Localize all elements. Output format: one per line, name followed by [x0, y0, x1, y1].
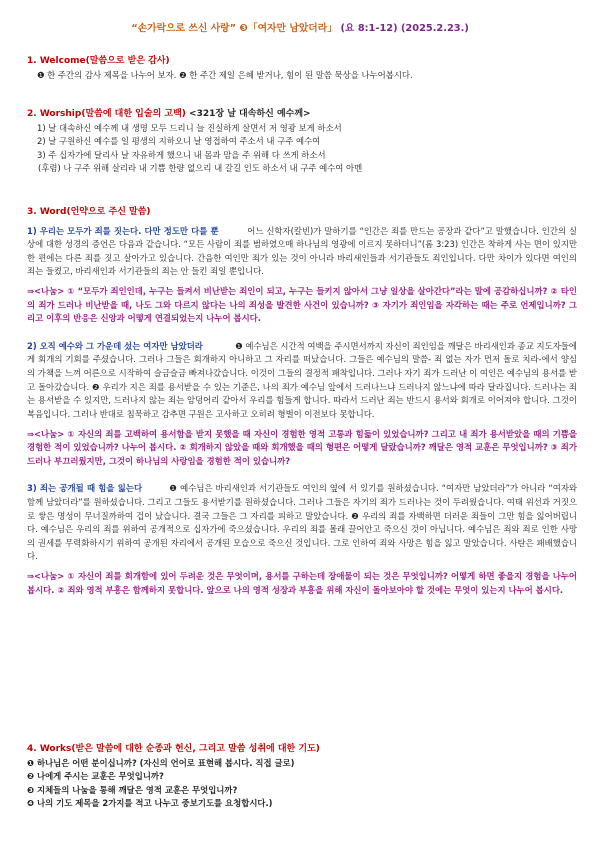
hymn-verse-2: 2) 날 구원하신 예수를 일 평생의 지하오니 날 영접하여 주소서 내 구주 예수여 [37, 136, 321, 147]
word-point-2-title: 2) 오직 예수와 그 가운데 섰는 여자만 남았더라 [27, 340, 203, 351]
word-point-2-body: ❶ 예수님은 시간적 여백을 주시면서까지 자신이 죄인임을 깨달은 바리새인과 종교 지도자들에게 회개의 기회를 주셨습니다. 그러나 그들은 회개하지 아니하고 그 자리를 떠났습니다. 그들은 예수님의 말씀- 죄 없는 자가 먼저 돌로 치라-에서 양심의 가책을 느껴 어른으로 시작하여 슬금슬금 빠져나갔습니다. 이것이 그들의 결정적 패착입니다. 그러나 자기 죄가 드러난 이 여인은 예수님의 용서를 받고 돌아갔습니다. ❷ 우리가 지은 죄를 용서받을 수 있는 기준은, 나의 죄가 예수님 앞에서 드러나느냐 드러나지 않느냐에 따라 달라집니다. 드러나는 죄는 용서받을 수 있지만, 드러나지 않는 죄는 암덩어리 같아서 우리를 힘들게 합니다. 따라서 드러난 죄는 반드시 용서와 회개로 이어져야 합니다. 그것이 복음입니다. 그러나 반대로 침묵하고 감추면 구원은 고사하고 오히려 형벌이 이전보다 못합니다. [27, 340, 577, 419]
section-worship-heading [27, 107, 577, 122]
word-point-1-body: 어느 신학자(칼빈)가 말하기를 “인간은 죄를 만드는 공장과 같다”고 말했습니다. 인간의 실상에 대한 성경의 증언은 다음과 같습니다. “모든 사람이 죄를 범하였으매 하나님의 영광에 이르지 못하더니”(롬 3:23) 인간은 착하게 사는 면이 있지만 한 편에는 다른 죄를 짓고 살아가고 있습니다. 간음한 여인만 죄가 있는 것이 아니라 바리새인들과 서기관들도 죄인입니다. 다만 차이가 있다면 여인의 죄는 들켰고, 바리새인과 서기관들의 죄는 안 들킨 죄일 뿐입니다. [27, 225, 577, 277]
title-reference: (요 8:1-12) (2025.2.23.) [340, 23, 469, 34]
hymn-verse-1: 1) 날 대속하신 예수께 내 생명 모두 드리니 늘 진실하게 살면서 저 영광 보게 하소서 [37, 122, 342, 133]
word-point-1-title: 1) 우리는 모두가 죄를 짓는다. 다만 정도만 다를 뿐 [27, 225, 219, 236]
worship-heading-text: 2. Worship(말씀에 대한 입술의 고백) [27, 109, 186, 119]
works-item-3: ❸ 지체들의 나눔을 통해 깨달은 영적 교훈은 무엇입니까? [27, 784, 238, 795]
word-point-2 [27, 340, 577, 422]
sharing-questions-2: ⇒<나눔> ① 자신의 죄를 고백하여 용서함을 받지 못했을 때 자신이 경험한 영적 고통과 힘듦이 있었습니까? 그리고 내 죄가 용서받았을 때의 기쁨을 경험한 적이 있었습니까? 나누어 봅시다. ② 회개하지 않았을 때와 회개했을 때의 형편은 어떻게 달랐습니까? 깨달은 영적 교훈은 무엇입니까? ③ 죄가 드러나 부끄러웠지만, 그것이 하나님의 사랑임을 경험한 적이 있습니까? [27, 428, 577, 466]
word-point-1 [27, 225, 577, 279]
hymn-title: <321장 날 대속하신 예수께> [189, 109, 311, 119]
word-point-3 [27, 482, 577, 564]
section-word-heading: 3. Word(언약으로 주신 말씀) [27, 207, 151, 217]
title-main: “손가락으로 쓰신 사랑” ❸「여자만 남았더라」 [131, 23, 338, 34]
section-welcome-heading: 1. Welcome(말씀으로 받은 감사) [27, 56, 170, 66]
section-welcome [27, 54, 577, 82]
word-point-3-title: 3) 죄는 공개될 때 힘을 잃는다 [27, 483, 143, 494]
sharing-questions-3: ⇒<나눔> ① 자신이 죄를 회개함에 있어 두려운 것은 무엇이며, 용서를 구하는데 장애물이 되는 것은 무엇입니까? 어떻게 하면 좋을지 경험을 나누어 봅시다. ② 죄와 영적 부흥은 함께하지 못합니다. 앞으로 나의 영적 성장과 부흥을 위해 자신이 돌아보아야 할 것에는 무엇이 있는지 나누어 봅시다. [27, 570, 577, 595]
works-item-4: ❹ 나의 기도 제목을 2가지를 적고 나누고 중보기도를 요청합시다.) [27, 798, 273, 809]
section-worship [27, 107, 577, 176]
works-item-1: ❶ 하나님은 어떤 분이십니까? (자신의 언어로 표현해 봅시다. 직접 글로) [27, 757, 295, 768]
sharing-questions-1: ⇒<나눔> ① “모두가 죄인인데, 누구는 들켜서 비난받는 죄인이 되고, 누구는 들키지 않아서 그냥 일상을 살아간다”라는 말에 공감하십니까? ② 타인의 죄가 드러나 비난받을 때, 나도 그와 다르지 않다는 나의 죄성을 발견한 사건이 있습니까? ③ 자기가 죄인임을 자각하는 때는 주로 언제입니까? 그리고 이후의 반응은 신앙과 어떻게 연결되었는지 나누어 봅시다. [27, 286, 577, 324]
word-point-3-body: ❶ 예수님은 바리새인과 서기관들도 여인의 옆에 서 있기를 원하셨습니다. “여자만 남았더라”가 아니라 “여자와 함께 남았더라”를 원하셨습니다. 그리고 그들도 용서받기를 원하셨습니다. 그러나 그들은 자기의 죄가 드러나는 것이 두려웠습니다. 여태 위선과 거짓으로 쌓은 명성이 무너질까하여 겁이 났습니다. 결국 그들은 그 자리를 피하고 말았습니다. ❷ 우리의 죄를 자백하면 더러운 죄들이 그만 힘을 잃어버립니다. 예수님은 우리의 죄를 위하여 공개적으로 십자가에 죽으셨습니다. 우리의 죄를 몰래 끌어안고 죽으신 것이 아닙니다. 예수님은 죄와 죄로 인한 사망의 권세를 무력화하시기 위하여 공개된 자리에서 공개된 모습으로 죽으신 것입니다. 그로 인하여 죄와 사망은 힘을 잃고 말았습니다. 사탄은 패배했습니다. [27, 483, 578, 562]
section-works-heading: 4. Works(받은 말씀에 대한 순종과 헌신, 그리고 말씀 성취에 대한 기도) [27, 744, 320, 754]
page-title [0, 21, 600, 37]
section-works [27, 742, 577, 811]
hymn-chorus: (후렴) 나 구주 위해 살리라 내 기쁨 한량 없으리 내 갈길 인도 하소서 내 구주 예수여 아멘 [38, 163, 363, 174]
section-word [27, 205, 577, 597]
works-item-2: ❷ 나에게 주시는 교훈은 무엇입니까? [27, 771, 164, 782]
hymn-verse-3: 3) 주 십자가에 달리사 날 자유하게 했으니 내 몸과 맘을 주 위해 다 쓰게 하소서 [37, 149, 326, 160]
welcome-line: ❶ 한 주간의 감사 제목을 나누어 보자. ❷ 한 주간 제일 은혜 받거나, 힘이 된 말씀 묵상을 나누어봅시다. [37, 69, 413, 80]
